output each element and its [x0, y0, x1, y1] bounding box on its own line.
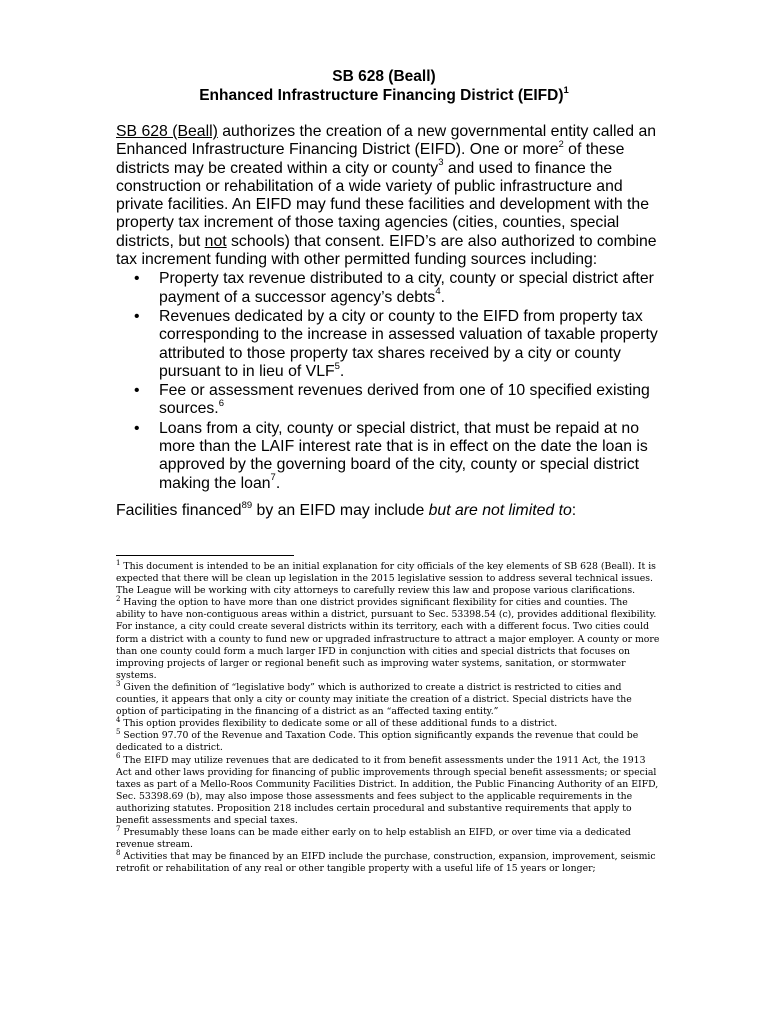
- footnote-text: This option provides flexibility to dedicate some or all of these additional funds to a district.: [120, 718, 558, 730]
- footnote: [116, 679, 660, 718]
- footnote-ref-5[interactable]: 5: [334, 360, 340, 372]
- bullet-text: Fee or assessment revenues derived from one of 10 specified existing sources.: [159, 382, 650, 418]
- footnote: [116, 730, 660, 754]
- footnote-text: Having the option to have more than one district provides significant flexibility for cities and counties. The ability to have non-contiguous areas within a district, pursuant to Sec. 53398.54 (c), provides additional flexibility. For instance, a city could create several districts within its territory, each with a different focus. Two cities could form a district with a county to fund new or upgraded infrastructure to attract a major employer. A county or more than one county could form a much larger IFD in conjunction with cities and special districts that focuses on improving projects of larger or regional benefit such as improving water systems, sanitation, or stormwater systems.: [116, 597, 660, 681]
- footnote: [116, 851, 660, 875]
- footnote-number: 3: [116, 679, 121, 688]
- underlined-not: not: [204, 232, 227, 250]
- facilities-sentence: [116, 499, 577, 520]
- footnote-number: 1: [116, 558, 121, 567]
- footnote-text: The EIFD may utilize revenues that are dedicated to it from benefit assessments under the 1911 Act, the 1913 Act and other laws providing for financing of public improvements through special benefit assessments; or special taxes as part of a Mello-Roos Community Facilities District. In addition, the Public Financing Authority of an EIFD, Sec. 53398.69 (b), may also impose those assessments and fees subject to the applicable requirements in the authorizing statutes. Proposition 218 includes certain procedural and substantive requirements that apply to benefit assessments and special taxes.: [116, 754, 659, 826]
- bullet-end: .: [440, 288, 445, 306]
- intro-text-2: of these districts may be created within a city or county: [116, 141, 625, 177]
- title-line-1: SB 628 (Beall): [332, 68, 436, 85]
- footnote-text: Given the definition of “legislative body” which is authorized to create a district is restricted to cities and counties, it appears that only a city or county may initiate the creation of a district. Special districts have the option of participating in the financing of a district as an “affected taxing entity.”: [116, 681, 632, 718]
- intro-text-4: schools) that consent. EIFD’s are also authorized to combine tax increment funding with other permitted funding sources including:: [116, 232, 657, 269]
- facilities-text-1: Facilities financed: [116, 502, 242, 519]
- footnote-ref-3[interactable]: 3: [438, 157, 444, 169]
- footnote-divider: [116, 555, 294, 556]
- footnote-ref-6[interactable]: 6: [218, 398, 224, 410]
- bullet-text: Loans from a city, county or special district, that must be repaid at no more than the LAIF interest rate that is in effect on the date the loan is approved by the governing board of the city, county or special district making the loan: [159, 419, 648, 492]
- funding-sources-list: [116, 270, 664, 493]
- intro-paragraph: [116, 123, 664, 269]
- document-subtitle: [0, 84, 768, 105]
- bullet-icon: •: [134, 382, 140, 400]
- footnote: [116, 558, 660, 597]
- footnotes: [116, 558, 660, 875]
- title-line-2: Enhanced Infrastructure Financing District (EIFD): [199, 87, 564, 104]
- facilities-text-3: :: [571, 502, 577, 519]
- bullet-end: .: [339, 362, 345, 380]
- list-item: [116, 270, 664, 307]
- footnote: [116, 718, 660, 730]
- footnote-text: Presumably these loans can be made either early on to help establish an EIFD, or over time via a dedicated revenue stream.: [116, 827, 631, 851]
- footnote-ref-7[interactable]: 7: [270, 472, 276, 484]
- footnote: [116, 752, 660, 828]
- facilities-emphasis: but are not limited to: [428, 502, 572, 519]
- footnote-number: 6: [116, 752, 121, 761]
- bullet-text: Revenues dedicated by a city or county to the EIFD from property tax corresponding to the increase in assessed valuation of taxable property attributed to those property tax shares received by a city or county pursuant to in lieu of VLF: [159, 307, 658, 380]
- footnote: [116, 597, 660, 682]
- footnote-text: Section 97.70 of the Revenue and Taxation Code. This option significantly expands the revenue that could be dedicated to a district.: [116, 730, 639, 754]
- bullet-icon: •: [134, 307, 140, 325]
- document-body: [116, 123, 664, 493]
- bullet-icon: •: [134, 419, 140, 437]
- footnote-ref-1[interactable]: 1: [563, 84, 569, 96]
- footnote-number: 8: [116, 849, 121, 858]
- bullet-icon: •: [134, 270, 140, 288]
- footnote-number: 2: [116, 595, 121, 604]
- footnote-ref-2[interactable]: 2: [558, 139, 564, 151]
- footnote-ref-4[interactable]: 4: [435, 286, 441, 298]
- bullet-text: Property tax revenue distributed to a city, county or special district after payment of a successor agency’s debts: [159, 270, 654, 306]
- footnote-number: 4: [116, 716, 121, 725]
- list-item: [116, 382, 664, 419]
- bullet-end: .: [275, 474, 281, 492]
- bill-link[interactable]: SB 628 (Beall): [116, 123, 218, 140]
- document-title: [0, 68, 768, 86]
- list-item: [116, 308, 664, 381]
- footnote-number: 5: [116, 728, 121, 737]
- list-item: [116, 420, 664, 493]
- footnote-number: 7: [116, 824, 121, 833]
- footnote-ref-89[interactable]: 89: [241, 499, 253, 511]
- intro-text-3: and used to finance the construction or rehabilitation of a wide variety of public infrastructure and private facilities. An EIFD may fund these facilities and development with the property tax increment of those taxing agencies (cities, counties, special districts, but: [116, 159, 649, 250]
- facilities-text-2: by an EIFD may include: [252, 502, 429, 519]
- footnote-text: Activities that may be financed by an EIFD include the purchase, construction, expansion, improvement, seismic retrofit or rehabilitation of any real or other tangible property with a useful life of 15 years or longer;: [116, 851, 656, 875]
- footnote-text: This document is intended to be an initial explanation for city officials of the key elements of SB 628 (Beall). It is expected that there will be clean up legislation in the 2015 legislative session to address several technical issues. The League will be working with city attorneys to carefully review this law and propose various clarifications.: [116, 561, 656, 597]
- footnote: [116, 824, 660, 851]
- intro-text-1: authorizes the creation of a new governmental entity called an Enhanced Infrastructure Financing District (EIFD). One or more: [116, 123, 657, 159]
